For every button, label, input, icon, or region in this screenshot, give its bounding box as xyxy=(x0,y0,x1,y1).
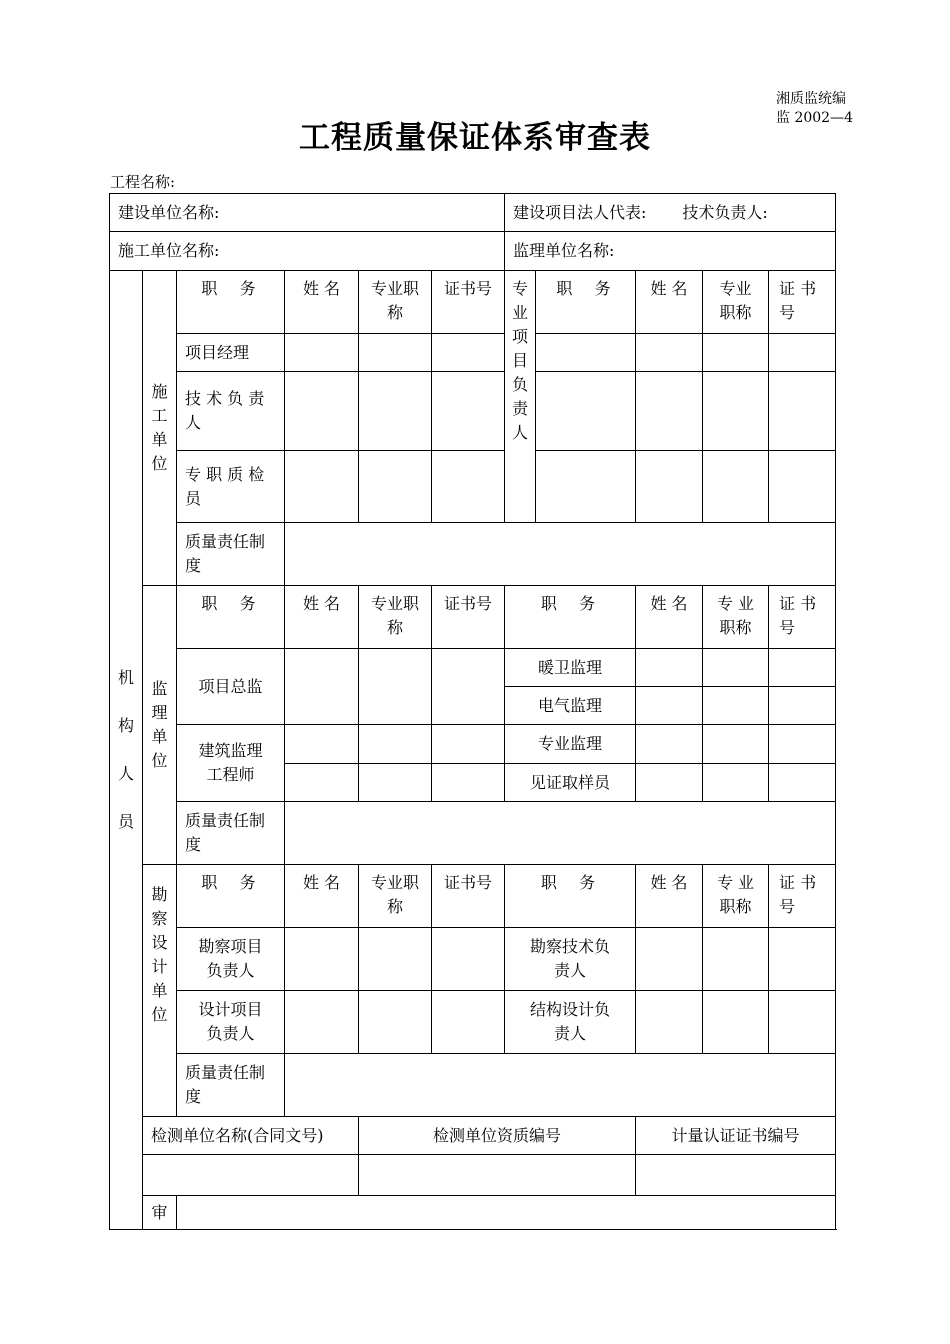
col-cert-right: 证 书 号 xyxy=(769,271,836,334)
input-cell[interactable] xyxy=(359,725,432,764)
input-cell[interactable] xyxy=(432,991,505,1054)
input-cell[interactable] xyxy=(536,334,636,372)
col-title-right: 专 业 职称 xyxy=(703,586,769,649)
col-name: 姓 名 xyxy=(285,865,359,928)
col-name-right: 姓 名 xyxy=(636,586,703,649)
col-name: 姓 名 xyxy=(285,586,359,649)
input-cell[interactable] xyxy=(536,372,636,451)
role-sampling-witness: 见证取样员 xyxy=(505,764,636,802)
role-quality-inspector: 专 职 质 检 员 xyxy=(177,451,285,523)
construction-quality-system-label: 质量责任制 度 xyxy=(177,523,285,586)
construction-unit-field[interactable] xyxy=(110,232,505,271)
personnel-side-label: 机 构 人 员 xyxy=(110,271,143,1230)
input-cell[interactable] xyxy=(703,687,769,725)
input-cell[interactable] xyxy=(285,372,359,451)
col-cert-right: 证 书 号 xyxy=(769,586,836,649)
role-design-project-lead: 设计项目 负责人 xyxy=(177,991,285,1054)
input-cell[interactable] xyxy=(703,928,769,991)
role-survey-project-lead: 勘察项目 负责人 xyxy=(177,928,285,991)
input-cell[interactable] xyxy=(285,451,359,523)
input-cell[interactable] xyxy=(636,372,703,451)
review-field[interactable] xyxy=(177,1196,836,1230)
role-survey-tech-lead: 勘察技术负 责人 xyxy=(505,928,636,991)
input-cell[interactable] xyxy=(769,649,836,687)
col-title: 专业职 称 xyxy=(359,865,432,928)
construction-side-label: 施 工 单 位 xyxy=(143,271,177,586)
role-tech-lead: 技 术 负 责 人 xyxy=(177,372,285,451)
col-duty-right: 职 务 xyxy=(505,586,636,649)
testing-unit-name-field[interactable] xyxy=(143,1155,359,1196)
input-cell[interactable] xyxy=(703,451,769,523)
input-cell[interactable] xyxy=(359,451,432,523)
project-name-label: 工程名称: xyxy=(110,173,176,191)
col-title-right: 专 业 职称 xyxy=(703,865,769,928)
col-duty: 职 务 xyxy=(177,586,285,649)
input-cell[interactable] xyxy=(359,649,432,725)
metrology-cert-header: 计量认证证书编号 xyxy=(636,1117,836,1155)
input-cell[interactable] xyxy=(769,928,836,991)
input-cell[interactable] xyxy=(769,372,836,451)
construction-quality-system-field[interactable] xyxy=(285,523,836,586)
testing-qualification-field[interactable] xyxy=(359,1155,636,1196)
col-cert: 证书号 xyxy=(432,586,505,649)
input-cell[interactable] xyxy=(432,928,505,991)
page-title: 工程质量保证体系审查表 xyxy=(299,120,651,156)
col-name: 姓 名 xyxy=(285,271,359,334)
input-cell[interactable] xyxy=(285,725,359,764)
col-title-right: 专业 职称 xyxy=(703,271,769,334)
construction-unit-label: 施工单位名称: xyxy=(118,241,220,260)
build-unit-field[interactable] xyxy=(110,194,505,232)
input-cell[interactable] xyxy=(359,372,432,451)
form-ref-line2: 监 2002—4 xyxy=(776,110,853,126)
tech-lead-label: 技术负责人: xyxy=(682,202,768,222)
survey-quality-system-label: 质量责任制 度 xyxy=(177,1054,285,1117)
col-cert: 证书号 xyxy=(432,865,505,928)
input-cell[interactable] xyxy=(636,649,703,687)
input-cell[interactable] xyxy=(432,725,505,764)
input-cell[interactable] xyxy=(703,334,769,372)
review-form-table xyxy=(109,193,836,1230)
role-project-manager: 项目经理 xyxy=(177,334,285,372)
input-cell[interactable] xyxy=(285,928,359,991)
input-cell[interactable] xyxy=(703,649,769,687)
input-cell[interactable] xyxy=(359,334,432,372)
metrology-cert-field[interactable] xyxy=(636,1155,836,1196)
role-electrical-supervisor: 电气监理 xyxy=(505,687,636,725)
form-ref-line1: 湘质监统编 xyxy=(776,91,846,107)
input-cell[interactable] xyxy=(636,334,703,372)
input-cell[interactable] xyxy=(636,928,703,991)
testing-unit-name-header: 检测单位名称(合同文号) xyxy=(143,1117,359,1155)
input-cell[interactable] xyxy=(636,991,703,1054)
input-cell[interactable] xyxy=(285,991,359,1054)
role-building-supervision-engineer: 建筑监理 工程师 xyxy=(177,725,285,802)
testing-qualification-header: 检测单位资质编号 xyxy=(359,1117,636,1155)
input-cell[interactable] xyxy=(359,764,432,802)
input-cell[interactable] xyxy=(432,372,505,451)
input-cell[interactable] xyxy=(636,687,703,725)
input-cell[interactable] xyxy=(769,764,836,802)
input-cell[interactable] xyxy=(536,451,636,523)
input-cell[interactable] xyxy=(769,334,836,372)
col-duty-right: 职 务 xyxy=(536,271,636,334)
col-duty: 职 务 xyxy=(177,271,285,334)
input-cell[interactable] xyxy=(636,764,703,802)
col-title: 专业职 称 xyxy=(359,586,432,649)
col-title: 专业职 称 xyxy=(359,271,432,334)
col-duty-right: 职 务 xyxy=(505,865,636,928)
col-cert: 证书号 xyxy=(432,271,505,334)
survey-side-label: 勘 察 设 计 单 位 xyxy=(143,865,177,1117)
supervision-unit-field[interactable] xyxy=(505,232,836,271)
col-duty: 职 务 xyxy=(177,865,285,928)
input-cell[interactable] xyxy=(769,991,836,1054)
role-chief-supervisor: 项目总监 xyxy=(177,649,285,725)
legal-rep-label: 建设项目法人代表: xyxy=(513,202,647,222)
survey-quality-system-field[interactable] xyxy=(285,1054,836,1117)
input-cell[interactable] xyxy=(432,334,505,372)
input-cell[interactable] xyxy=(285,649,359,725)
specialty-lead-label: 专 业 项 目 负 责 人 xyxy=(505,271,536,523)
build-unit-label: 建设单位名称: xyxy=(118,202,220,222)
input-cell[interactable] xyxy=(636,725,703,764)
input-cell[interactable] xyxy=(359,991,432,1054)
supervision-quality-system-label: 质量责任制 度 xyxy=(177,802,285,865)
input-cell[interactable] xyxy=(285,764,359,802)
input-cell[interactable] xyxy=(703,372,769,451)
input-cell[interactable] xyxy=(359,928,432,991)
supervision-side-label: 监 理 单 位 xyxy=(143,586,177,865)
col-name-right: 姓 名 xyxy=(636,865,703,928)
col-name-right: 姓 名 xyxy=(636,271,703,334)
legal-rep-field[interactable] xyxy=(505,194,836,232)
input-cell[interactable] xyxy=(285,334,359,372)
input-cell[interactable] xyxy=(432,764,505,802)
role-structural-design-lead: 结构设计负 责人 xyxy=(505,991,636,1054)
input-cell[interactable] xyxy=(769,725,836,764)
review-label: 审 xyxy=(143,1196,177,1230)
input-cell[interactable] xyxy=(432,451,505,523)
input-cell[interactable] xyxy=(769,687,836,725)
input-cell[interactable] xyxy=(636,451,703,523)
supervision-unit-label: 监理单位名称: xyxy=(513,241,615,260)
col-cert-right: 证 书 号 xyxy=(769,865,836,928)
role-specialty-supervisor: 专业监理 xyxy=(505,725,636,764)
input-cell[interactable] xyxy=(703,725,769,764)
input-cell[interactable] xyxy=(703,991,769,1054)
input-cell[interactable] xyxy=(432,649,505,725)
role-hvac-supervisor: 暖卫监理 xyxy=(505,649,636,687)
supervision-quality-system-field[interactable] xyxy=(285,802,836,865)
input-cell[interactable] xyxy=(769,451,836,523)
input-cell[interactable] xyxy=(703,764,769,802)
